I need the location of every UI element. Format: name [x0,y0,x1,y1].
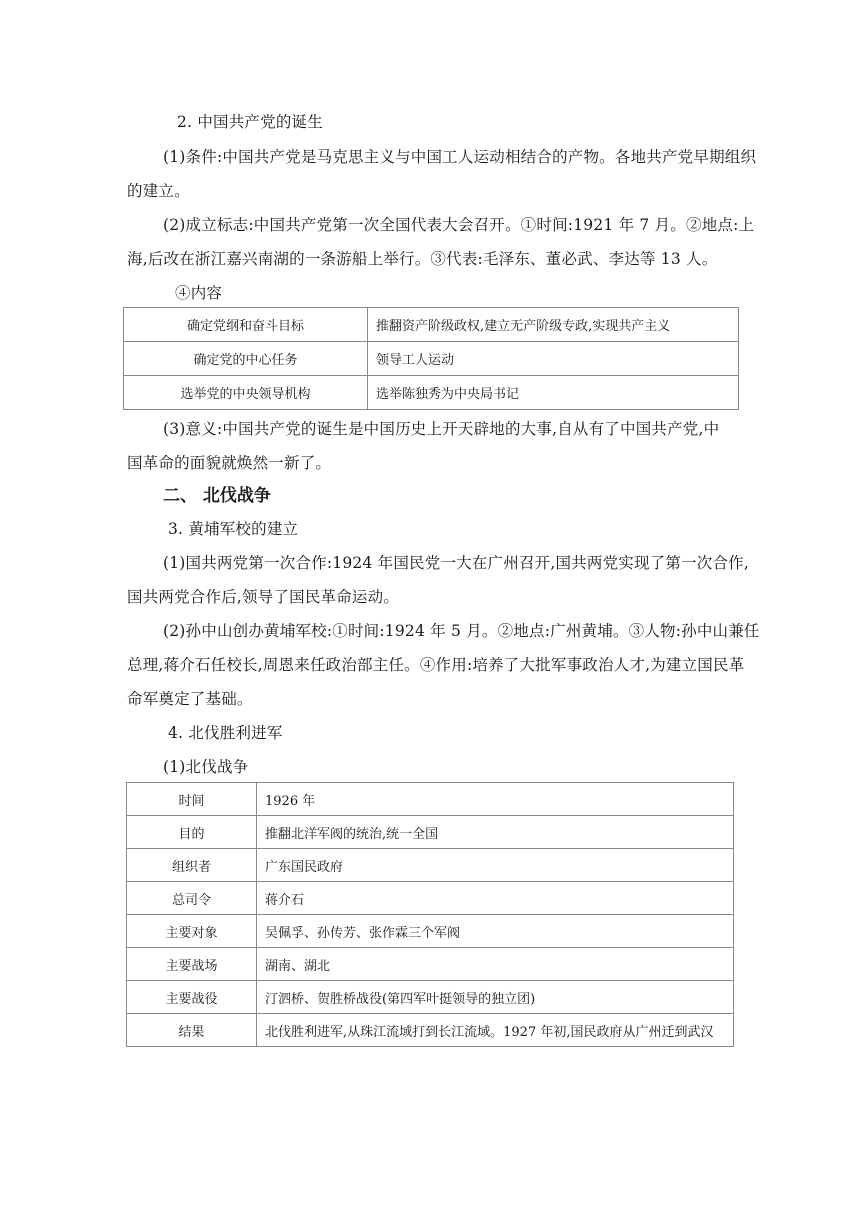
paragraph-coop-line2: 国共两党合作后,领导了国民革命运动。 [127,588,400,606]
table-key-cell: 主要战役 [127,981,257,1014]
cpc-content-table [123,307,739,410]
section-heading-northern-expedition: 二、 北伐战争 [163,486,271,506]
content-label: ④内容 [175,284,223,302]
paragraph-significance-line1: (3)意义:中国共产党的诞生是中国历史上开天辟地的大事,自从有了中国共产党,中 [163,420,720,438]
paragraph-whampoa-line1: (2)孙中山创办黄埔军校:①时间:1924 年 5 月。②地点:广州黄埔。③人物:孙中山兼任 [163,622,760,640]
table-key-cell: 组织者 [127,849,257,882]
paragraph-significance-line2: 国革命的面貌就焕然一新了。 [127,454,332,472]
table-row [124,376,739,410]
paragraph-founding-line1: (2)成立标志:中国共产党第一次全国代表大会召开。①时间:1921 年 7 月。②地点:上 [163,216,755,234]
paragraph-whampoa-line3: 命军奠定了基础。 [127,690,253,708]
table-value-cell: 广东国民政府 [257,849,734,882]
table-key-cell: 主要战场 [127,948,257,981]
table-value-cell: 蒋介石 [257,882,734,915]
paragraph-whampoa-line2: 总理,蒋介石任校长,周恩来任政治部主任。④作用:培养了大批军事政治人才,为建立国民革 [127,656,745,674]
table-row [127,1014,734,1047]
table-key-cell: 结果 [127,1014,257,1047]
table-value-cell: 汀泗桥、贺胜桥战役(第四军叶挺领导的独立团) [257,981,734,1014]
table-value-cell: 选举陈独秀为中央局书记 [368,376,739,410]
paragraph-founding-line2: 海,后改在浙江嘉兴南湖的一条游船上举行。③代表:毛泽东、董必武、李达等 13 人。 [127,250,718,268]
subheading-whampoa: 3. 黄埔军校的建立 [168,520,299,538]
table-key-cell: 主要对象 [127,915,257,948]
table-row [127,948,734,981]
table-row [127,783,734,816]
table-key-cell: 确定党的中心任务 [124,342,368,376]
paragraph-coop-line1: (1)国共两党第一次合作:1924 年国民党一大在广州召开,国共两党实现了第一次合作, [163,554,750,572]
subheading-northern-expedition-victory: 4. 北伐胜利进军 [168,724,283,742]
table-row [127,882,734,915]
table-value-cell: 吴佩孚、孙传芳、张作霖三个军阀 [257,915,734,948]
table-row [127,915,734,948]
table-value-cell: 北伐胜利进军,从珠江流域打到长江流域。1927 年初,国民政府从广州迁到武汉 [257,1014,734,1047]
table-row [127,816,734,849]
table-value-cell: 湖南、湖北 [257,948,734,981]
table-row [127,849,734,882]
table-value-cell: 1926 年 [257,783,734,816]
table-value-cell: 推翻北洋军阀的统治,统一全国 [257,816,734,849]
table-row [124,308,739,342]
table-row [124,342,739,376]
expedition-label: (1)北伐战争 [163,758,249,776]
table-value-cell: 推翻资产阶级政权,建立无产阶级专政,实现共产主义 [368,308,739,342]
paragraph-conditions-line1: (1)条件:中国共产党是马克思主义与中国工人运动相结合的产物。各地共产党早期组织 [163,148,757,166]
table-key-cell: 选举党的中央领导机构 [124,376,368,410]
table-row [127,981,734,1014]
table-key-cell: 时间 [127,783,257,816]
table-key-cell: 总司令 [127,882,257,915]
subheading-cpc-founding: 2. 中国共产党的诞生 [177,113,323,131]
paragraph-conditions-line2: 的建立。 [127,182,190,200]
table-key-cell: 确定党纲和奋斗目标 [124,308,368,342]
table-value-cell: 领导工人运动 [368,342,739,376]
northern-expedition-table [126,782,734,1047]
table-key-cell: 目的 [127,816,257,849]
